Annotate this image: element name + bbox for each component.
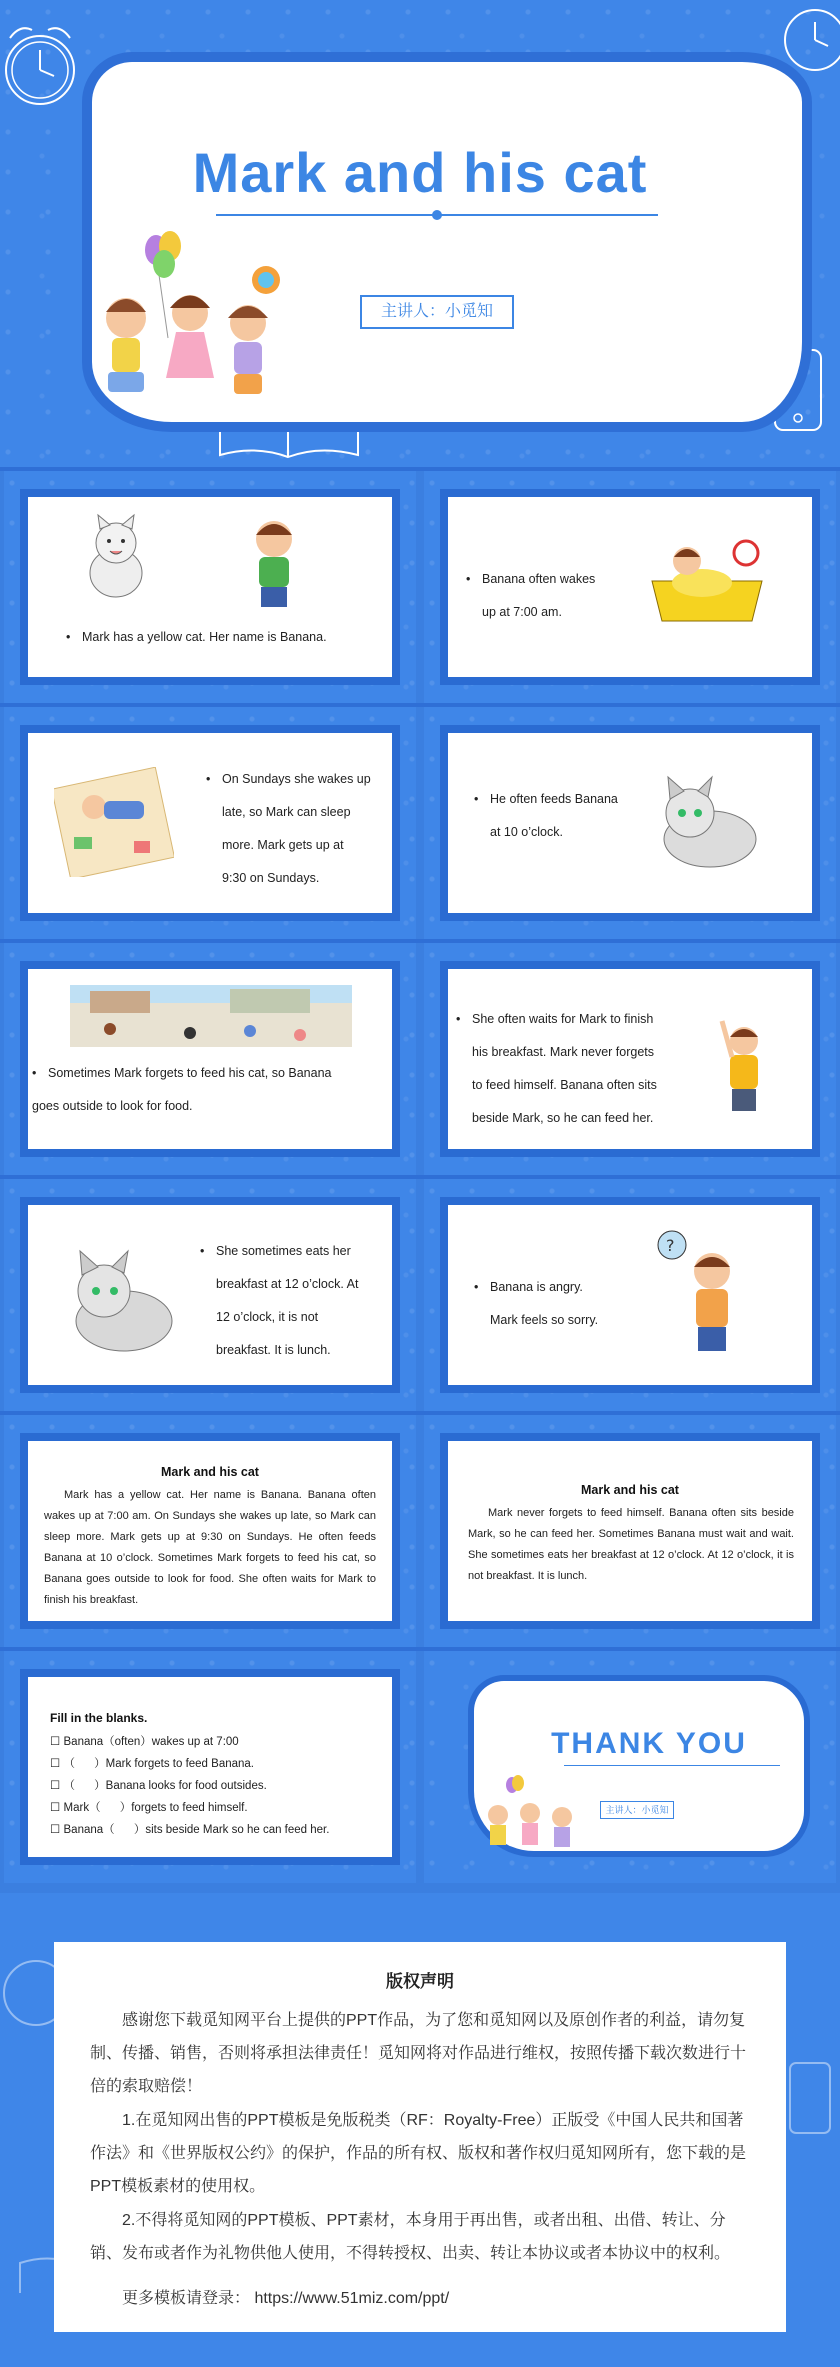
slide-11 bbox=[4, 1651, 416, 1883]
page-title: Mark and his cat bbox=[192, 141, 648, 204]
slide-text-line: to feed himself. Banana often sits bbox=[472, 1078, 657, 1092]
slide-text-line: • He often feeds Banana bbox=[490, 783, 618, 816]
blank-item: ☐ Banana（ ）sits beside Mark so he can feed her. bbox=[50, 1824, 330, 1836]
copyright-paragraph: 2.不得将觅知网的PPT模板、PPT素材，本身用于再出售，或者出租、出借、转让、分销、发布或者作为礼物供他人使用，不得转授权、出卖、转让本协议或者本协议中的权利。 bbox=[90, 2212, 731, 2262]
slide-text-line: • She often waits for Mark to finish bbox=[472, 1003, 653, 1036]
cat-illustration bbox=[650, 769, 770, 879]
checkbox-icon[interactable]: ☐ bbox=[50, 1780, 64, 1792]
blank-item: ☐ （ ）Mark forgets to feed Banana. bbox=[50, 1758, 254, 1770]
slide-12 bbox=[424, 1651, 836, 1883]
blank-item: ☐ （ ）Banana looks for food outsides. bbox=[50, 1780, 267, 1792]
slide-text-line: breakfast at 12 o’clock. At bbox=[216, 1277, 359, 1291]
slide-text-line: beside Mark, so he can feed her. bbox=[472, 1111, 654, 1125]
presenter-label: 主讲人：小觅知 bbox=[360, 295, 514, 329]
exercise-title: Fill in the blanks. bbox=[50, 1711, 148, 1725]
slide-text-line: at 10 o’clock. bbox=[490, 825, 563, 839]
confused-boy-illustration bbox=[654, 1227, 764, 1357]
passage-title: Mark and his cat bbox=[581, 1483, 679, 1497]
slide-text-line: • She sometimes eats her bbox=[216, 1235, 351, 1268]
slide-9 bbox=[4, 1415, 416, 1647]
children-illustration bbox=[482, 1775, 582, 1855]
slide-text-line: • Banana often wakes bbox=[482, 563, 595, 596]
title-underline-dot bbox=[432, 210, 442, 220]
slide-text-line: his breakfast. Mark never forgets bbox=[472, 1045, 655, 1059]
slide-text-line: 12 o’clock, it is not bbox=[216, 1310, 319, 1324]
clock-icon bbox=[0, 10, 90, 120]
children-illustration bbox=[98, 228, 288, 413]
slide-text-line: more. Mark gets up at bbox=[222, 838, 344, 852]
slide-text-line: late, so Mark can sleep bbox=[222, 805, 351, 819]
passage-text: Mark has a yellow cat. Her name is Banana. Banana often wakes up at 7:00 am. On Sundays she wakes up late, so Mark can sleep more. Mark gets up at 9:30 on Sundays. He often feeds Banana at 10 o’clock. Sometimes Mark forgets to feed his cat, so Banana goes outside to look for food. She often waits for Mark to finish his breakfast. bbox=[44, 1489, 376, 1606]
cat-illustration bbox=[76, 511, 156, 601]
street-scene-illustration bbox=[70, 985, 352, 1047]
slide-text: • Mark has a yellow cat. Her name is Banana. bbox=[82, 621, 327, 654]
bed-alarm-illustration bbox=[642, 521, 772, 631]
slide-text-line: breakfast. It is lunch. bbox=[216, 1343, 331, 1357]
slide-text-line: 9:30 on Sundays. bbox=[222, 871, 320, 885]
slide-8 bbox=[424, 1179, 836, 1411]
passage-text: Mark never forgets to feed himself. Banana often sits beside Mark, so he can feed her. Sometimes Banana must wait and wait. She sometimes eats her breakfast at 12 o’clock. At 12 o’clock, it is not breakfast. It is lunch. bbox=[468, 1507, 794, 1582]
checkbox-icon[interactable]: ☐ bbox=[50, 1802, 64, 1814]
copyright-paragraph: 感谢您下载觅知网平台上提供的PPT作品，为了您和觅知网以及原创作者的利益，请勿复制、传播、销售，否则将承担法律责任！觅知网将对作品进行维权，按照传播下载次数进行十倍的索取赔偿！ bbox=[90, 2012, 747, 2095]
slide-5 bbox=[4, 943, 416, 1175]
slide-text-line: • On Sundays she wakes up bbox=[222, 763, 371, 796]
slide-text-line: up at 7:00 am. bbox=[482, 605, 562, 619]
cat-illustration bbox=[58, 1241, 188, 1361]
thanks-underline bbox=[564, 1765, 780, 1766]
title-slide bbox=[0, 0, 840, 467]
copyright-paragraph: 1.在觅知网出售的PPT模板是免版税类（RF：Royalty-Free）正版受《中国人民共和国著作法》和《世界版权公约》的保护，作品的所有权、版权和著作权归觅知网所有，您下载的是PPT模板素材的使用权。 bbox=[90, 2112, 747, 2195]
slide-text-line: Mark feels so sorry. bbox=[490, 1313, 599, 1327]
slide-7 bbox=[4, 1179, 416, 1411]
thanks-title: THANK YOU bbox=[551, 1727, 747, 1760]
blank-item: ☐ Banana（often）wakes up at 7:00 bbox=[50, 1736, 239, 1748]
checkbox-icon[interactable]: ☐ bbox=[50, 1758, 64, 1770]
checkbox-icon[interactable]: ☐ bbox=[50, 1736, 64, 1748]
slide-3 bbox=[4, 707, 416, 939]
slide-text-line: • Banana is angry. bbox=[490, 1271, 583, 1304]
checkbox-icon[interactable]: ☐ bbox=[50, 1824, 64, 1836]
slide-10 bbox=[424, 1415, 836, 1647]
blank-item: ☐ Mark（ ）forgets to feed himself. bbox=[50, 1802, 248, 1814]
presenter-label: 主讲人：小觅知 bbox=[600, 1801, 674, 1819]
stretching-boy-illustration bbox=[714, 1009, 774, 1119]
passage-title: Mark and his cat bbox=[161, 1465, 259, 1479]
slide-text-line: goes outside to look for food. bbox=[32, 1099, 193, 1113]
slide-6 bbox=[424, 943, 836, 1175]
slide-text-line: • Sometimes Mark forgets to feed his cat, so Banana bbox=[48, 1057, 331, 1090]
slide-4 bbox=[424, 707, 836, 939]
sleeping-boy-illustration bbox=[54, 767, 174, 877]
more-templates-link[interactable]: 更多模板请登录： https://www.51miz.com/ppt/ bbox=[122, 2290, 450, 2307]
boy-illustration bbox=[239, 513, 309, 613]
copyright-title: 版权声明 bbox=[386, 1972, 454, 1991]
slide-2 bbox=[424, 471, 836, 703]
svg-text:?: ? bbox=[666, 1236, 675, 1255]
blank-list bbox=[50, 1731, 329, 1841]
slide-1 bbox=[4, 471, 416, 703]
